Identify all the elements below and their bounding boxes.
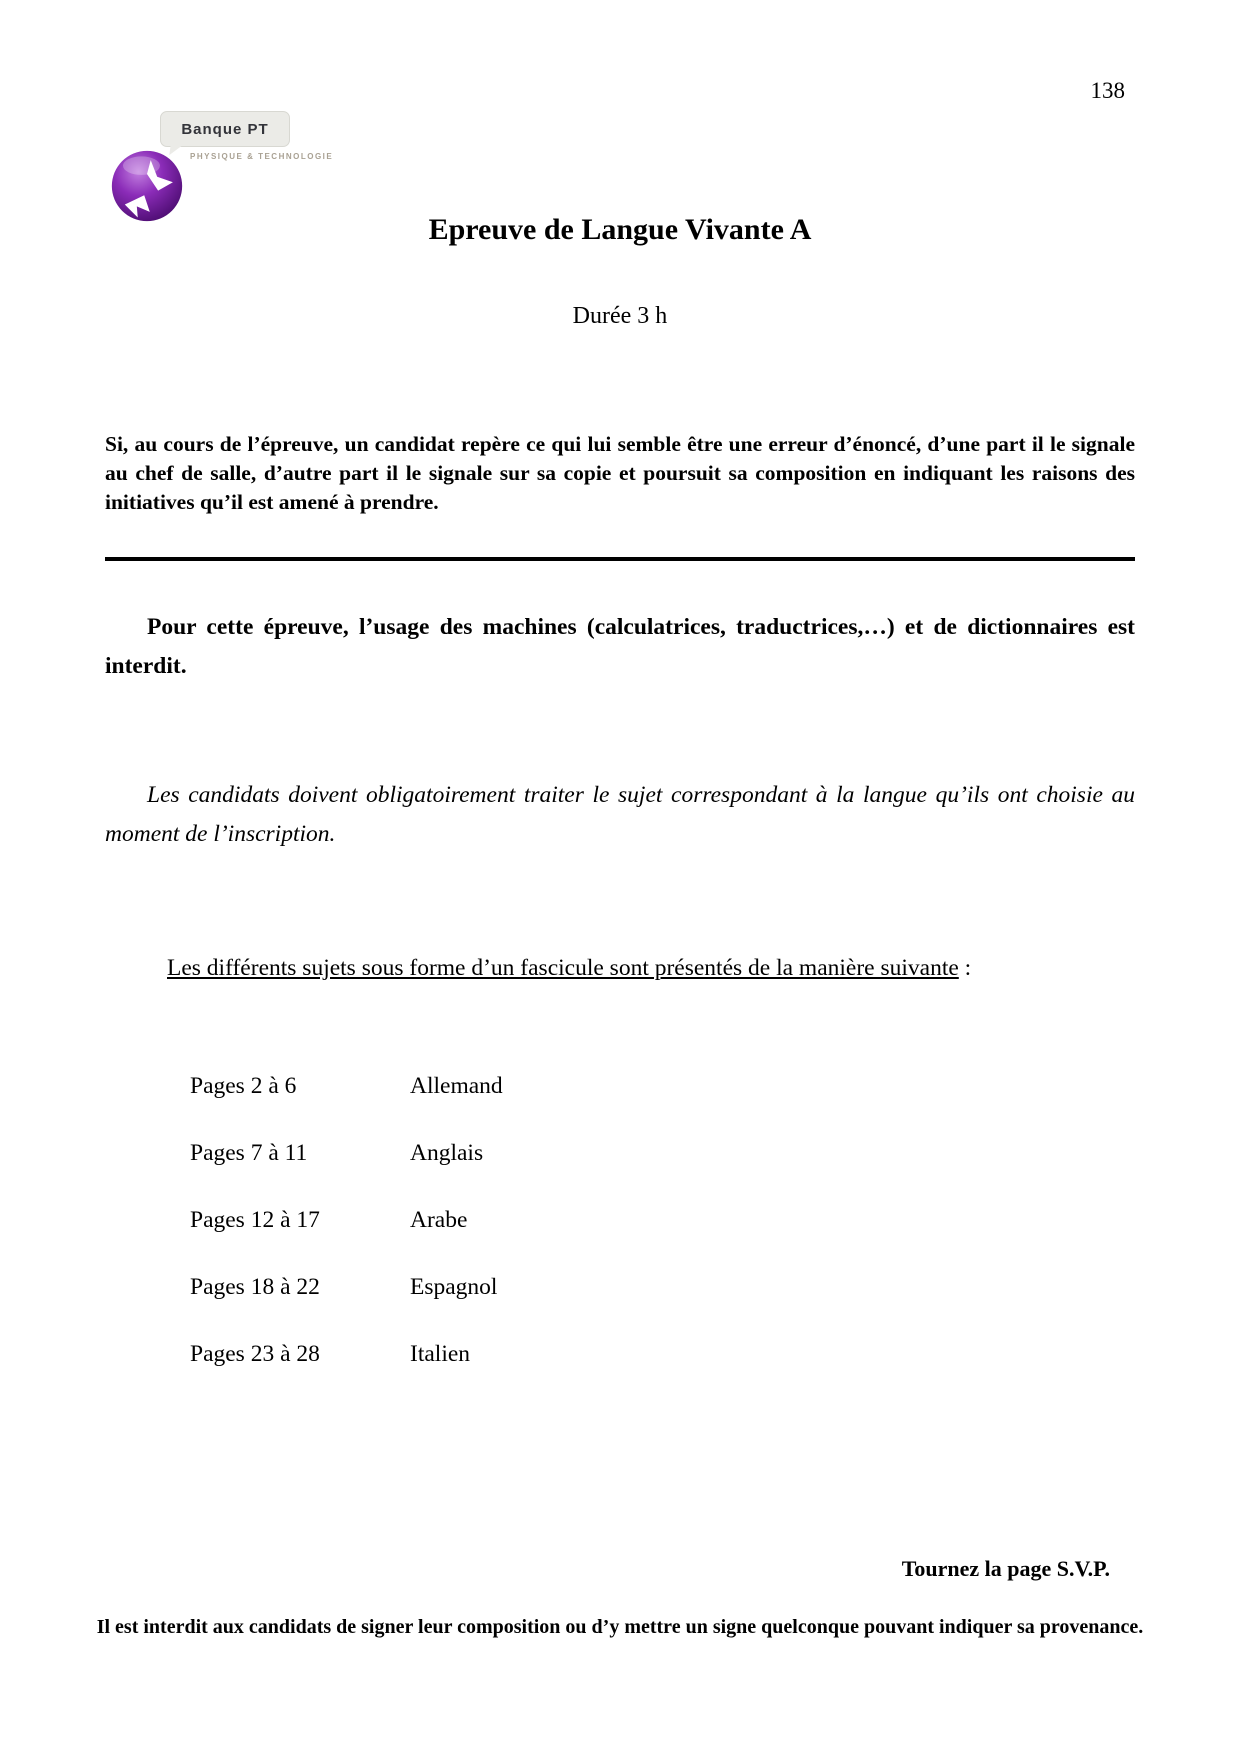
subject-pages: Pages 23 à 28	[190, 1341, 320, 1367]
subject-row-anglais	[190, 1140, 790, 1207]
fascicule-intro-paragraph	[105, 948, 1135, 989]
fascicule-intro-colon: :	[958, 955, 972, 981]
subject-language: Italien	[410, 1341, 471, 1367]
subject-row-arabe	[190, 1207, 790, 1274]
logo-subtitle: PHYSIQUE & TECHNOLOGIE	[190, 152, 334, 161]
subject-pages: Pages 18 à 22	[190, 1274, 320, 1300]
logo-wordmark: Banque PT	[181, 120, 269, 138]
subject-language: Anglais	[410, 1140, 484, 1166]
turn-page-notice: Tournez la page S.V.P.	[901, 1556, 1110, 1581]
subject-pages: Pages 2 à 6	[190, 1073, 297, 1099]
subject-language: Allemand	[410, 1073, 503, 1099]
exam-title: Epreuve de Langue Vivante A	[428, 213, 812, 246]
subject-language: Arabe	[410, 1207, 468, 1233]
footer-warning: Il est interdit aux candidats de signer leur composition ou d’y mettre un signe quelconque pouvant indiquer sa provenance.	[96, 1616, 1144, 1638]
machines-forbidden-paragraph: Pour cette épreuve, l’usage des machines (calculatrices, traductrices,…) et de dictionnaires est interdit.	[105, 614, 1135, 679]
fascicule-intro-underlined-text: Les différents sujets sous forme d’un fascicule sont présentés de la manière suivante	[167, 955, 959, 981]
logo-speech-bubble	[160, 111, 290, 147]
subject-language: Espagnol	[410, 1274, 498, 1300]
page-number: 138	[1090, 78, 1125, 103]
subject-row-allemand	[190, 1073, 790, 1140]
exam-duration: Durée 3 h	[572, 303, 668, 329]
subject-row-italien	[190, 1341, 790, 1408]
banque-pt-sphere-icon	[110, 149, 184, 223]
candidates-instruction-paragraph: Les candidats doivent obligatoirement traiter le sujet correspondant à la langue qu’ils ont choisie au moment de l’inscription.	[105, 782, 1135, 847]
subject-pages: Pages 7 à 11	[190, 1140, 308, 1166]
subject-pages: Pages 12 à 17	[190, 1207, 320, 1233]
error-notice-paragraph: Si, au cours de l’épreuve, un candidat repère ce qui lui semble être une erreur d’énoncé, d’une part il le signale au chef de salle, d’autre part il le signale sur sa copie et poursuit sa composition en indiquant les raisons des initiatives qu’il est amené à prendre.	[105, 432, 1135, 514]
subjects-list	[190, 1073, 790, 1408]
subject-row-espagnol	[190, 1274, 790, 1341]
sphere-icon-svg	[110, 149, 184, 223]
horizontal-rule	[105, 557, 1135, 561]
